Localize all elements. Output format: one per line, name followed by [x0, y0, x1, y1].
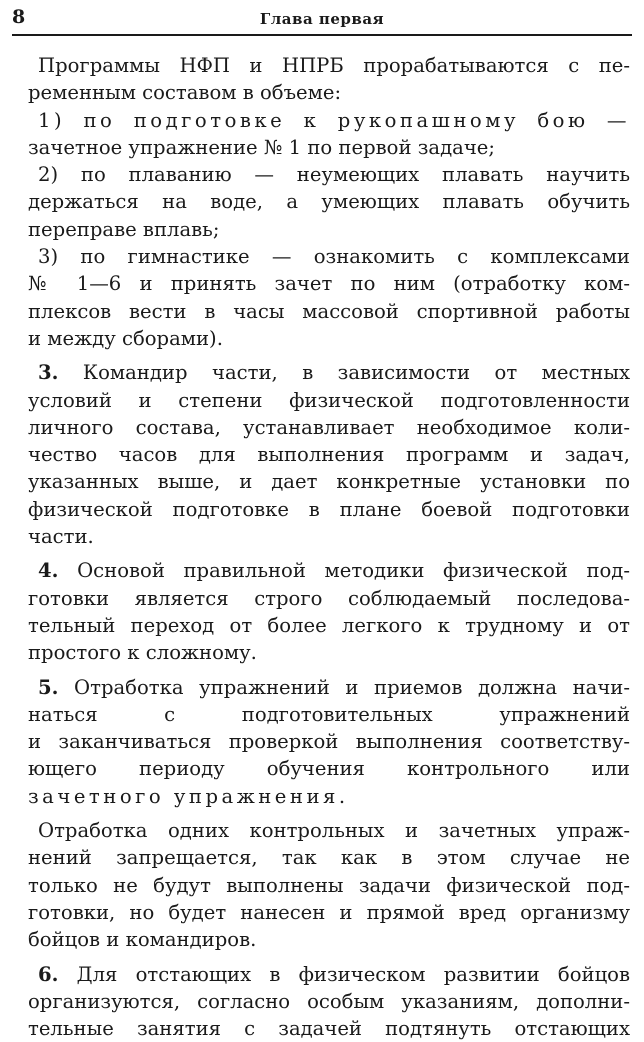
text-line: 3. Командир части, в зависимости от местных	[38, 361, 630, 385]
text-line: ременным составом в объеме:	[28, 81, 342, 105]
text-line: тельные занятия с задачей подтянуть отстающих	[28, 1017, 630, 1041]
text-line: и заканчиваться проверкой выполнения соответству-	[28, 730, 630, 754]
text-line: простого к сложному.	[28, 641, 257, 665]
text-line: 1) по подготовке к рукопашному бою —	[38, 108, 630, 132]
text-line: зачетного упражнения.	[28, 784, 349, 808]
text-line: чество часов для выполнения программ и задач,	[28, 443, 630, 467]
text-line: только не будут выполнены задачи физической под-	[28, 873, 630, 897]
text-line: и между сборами).	[28, 326, 223, 350]
text-line: № 1—6 и принять зачет по ним (отработку ком-	[28, 272, 630, 296]
text-line: наться с подготовительных упражнений	[28, 702, 630, 726]
text-line: 4. Основой правильной методики физической под-	[38, 559, 630, 583]
text-line: держаться на воде, а умеющих плавать обучить	[28, 190, 630, 214]
paragraph-number: 5.	[38, 675, 59, 699]
text-line: организуются, согласно особым указаниям, дополни-	[28, 989, 630, 1013]
text-line: личного состава, устанавливает необходимое коли-	[28, 415, 630, 439]
text-line: тельный переход от более легкого к трудному и от	[28, 613, 630, 637]
text-line: нений запрещается, так как в этом случае не	[28, 846, 630, 870]
text-line: физической подготовке в плане боевой подготовки	[28, 497, 630, 521]
paragraph-number: 6.	[38, 962, 59, 986]
text-line: 6. Для отстающих в физическом развитии бойцов	[38, 962, 630, 986]
text-line: 2) по плаванию — неумеющих плавать научить	[38, 163, 630, 187]
text-line: бойцов и командиров.	[28, 928, 257, 952]
text-line: Программы НФП и НПРБ прорабатываются с пе-	[38, 54, 630, 77]
text-line: части.	[28, 525, 94, 549]
running-head: Глава первая	[259, 10, 385, 28]
text-line: Отработка одних контрольных и зачетных упраж-	[38, 819, 630, 843]
text-line: плексов вести в часы массовой спортивной работы	[28, 299, 630, 323]
text-line: условий и степени физической подготовленности	[28, 388, 630, 412]
paragraph-number: 4.	[38, 559, 59, 583]
text-line: готовки, но будет нанесен и прямой вред организму	[28, 900, 630, 924]
page-number: 8	[12, 6, 26, 28]
text-line: переправе вплавь;	[28, 217, 220, 241]
text-line: ющего периоду обучения контрольного или	[28, 757, 630, 781]
page-header	[12, 4, 632, 36]
text-line: указанных выше, и дает конкретные установки по	[28, 470, 630, 494]
text-line: зачетное упражнение № 1 по первой задаче;	[28, 135, 495, 159]
body-text	[28, 52, 630, 1042]
text-line: готовки является строго соблюдаемый последова-	[28, 586, 630, 610]
text-line: 5. Отработка упражнений и приемов должна начи-	[38, 675, 630, 699]
paragraph-number: 3.	[38, 361, 59, 385]
text-line: 3) по гимнастике — ознакомить с комплексами	[38, 245, 630, 269]
